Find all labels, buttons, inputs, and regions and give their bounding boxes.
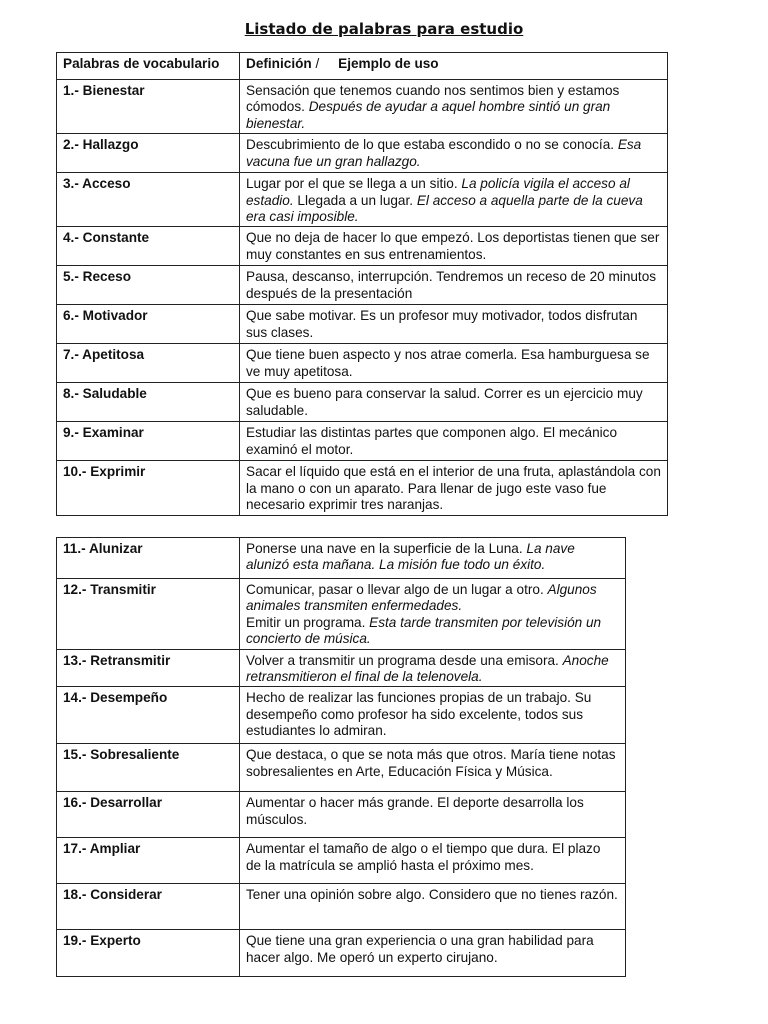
vocabulary-word: 14.- Desempeño (57, 687, 240, 744)
definition-cell (240, 305, 668, 344)
definition-cell (240, 461, 668, 515)
definition-text: Que tiene una gran experiencia o una gran habilidad para hacer algo. Me operó un experto cirujano. (246, 933, 594, 965)
table-header-row (57, 53, 668, 80)
example-text-2: Esta tarde transmiten por televisión un concierto de música. (246, 614, 602, 647)
definition-text: Pausa, descanso, interrupción. Tendremos un receso de 20 minutos después de la presentación (246, 269, 657, 301)
vocabulary-table-1 (56, 52, 668, 516)
vocabulary-word: 19.- Experto (57, 930, 240, 977)
table-row (57, 422, 668, 461)
table-row (57, 134, 668, 173)
definition-cell (240, 884, 626, 930)
definition-cell (240, 173, 668, 227)
definition-text: Hecho de realizar las funciones propias de un trabajo. Su desempeño como profesor ha sido excelente, todos sus estudiantes lo admiran. (246, 690, 592, 739)
vocabulary-word: 4.- Constante (57, 227, 240, 266)
table-row (57, 227, 668, 266)
definition-text: Aumentar o hacer más grande. El deporte desarrolla los músculos. (246, 795, 584, 827)
table-row (57, 838, 626, 884)
vocabulary-word: 12.- Transmitir (57, 579, 240, 650)
table-row (57, 383, 668, 422)
definition-text: Que no deja de hacer lo que empezó. Los deportistas tienen que ser muy constantes en sus entrenamientos. (246, 230, 660, 262)
table-row (57, 649, 626, 687)
table-row (57, 173, 668, 227)
table-row (57, 930, 626, 977)
definition-text: Sacar el líquido que está en el interior de una fruta, aplastándola con la mano o con un aparato. Para llenar de jugo este vaso fue necesario exprimir tres naranjas. (246, 464, 661, 513)
definition-text: Estudiar las distintas partes que componen algo. El mecánico examinó el motor. (246, 425, 618, 457)
definition-cell (240, 579, 626, 650)
definition-cell (240, 687, 626, 744)
table-row (57, 461, 668, 515)
definition-text: Que es bueno para conservar la salud. Correr es un ejercicio muy saludable. (246, 386, 643, 418)
vocabulary-word: 1.- Bienestar (57, 80, 240, 134)
example-text: Algunos animales transmiten enfermedades. (246, 582, 597, 614)
vocabulary-word: 3.- Acceso (57, 173, 240, 227)
definition-text: Tener una opinión sobre algo. Considero que no tienes razón. (246, 887, 618, 903)
document-title: Listado de palabras para estudio (244, 20, 524, 38)
vocabulary-word: 2.- Hallazgo (57, 134, 240, 173)
example-text: La nave alunizó esta mañana. La misión fue todo un éxito. (246, 541, 575, 573)
table-row (57, 579, 626, 650)
definition-text: Descubrimiento de lo que estaba escondido o no se conocía. (246, 137, 618, 153)
vocabulary-word: 9.- Examinar (57, 422, 240, 461)
definition-cell (240, 649, 626, 687)
definition-text: Ponerse una nave en la superficie de la Luna. (246, 541, 527, 556)
definition-cell (240, 227, 668, 266)
example-text-2: El acceso a aquella parte de la cueva era casi imposible. (246, 192, 643, 225)
definition-cell (240, 792, 626, 838)
vocabulary-word: 13.- Retransmitir (57, 649, 240, 687)
vocabulary-word: 7.- Apetitosa (57, 344, 240, 383)
table-row (57, 744, 626, 792)
example-text: La policía vigila el acceso al estadio. (246, 176, 630, 208)
table-row (57, 80, 668, 134)
definition-text-2: Emitir un programa. Esta tarde transmiten por televisión un concierto de música. (246, 614, 602, 647)
definition-text: Comunicar, pasar o llevar algo de un lugar a otro. (246, 582, 548, 597)
vocabulary-word: 11.- Alunizar (57, 538, 240, 579)
vocabulary-word: 6.- Motivador (57, 305, 240, 344)
definition-cell (240, 838, 626, 884)
definition-text: Que destaca, o que se nota más que otros. María tiene notas sobresalientes en Arte, Educación Física y Música. (246, 747, 616, 779)
definition-cell (240, 344, 668, 383)
definition-text: Volver a transmitir un programa desde una emisora. (246, 652, 563, 668)
definition-cell (240, 538, 626, 579)
vocabulary-word: 5.- Receso (57, 266, 240, 305)
definition-text-2: Llegada a un lugar. El acceso a aquella parte de la cueva era casi imposible. (246, 192, 643, 225)
table-row (57, 687, 626, 744)
definition-text: Que sabe motivar. Es un profesor muy motivador, todos disfrutan sus clases. (246, 308, 638, 340)
definition-text: Que tiene buen aspecto y nos atrae comerla. Esa hamburguesa se ve muy apetitosa. (246, 347, 650, 379)
definition-cell (240, 930, 626, 977)
definition-cell (240, 422, 668, 461)
example-text: Esa vacuna fue un gran hallazgo. (246, 137, 642, 169)
definition-cell (240, 266, 668, 305)
table-row (57, 792, 626, 838)
vocabulary-word: 8.- Saludable (57, 383, 240, 422)
vocabulary-word: 16.- Desarrollar (57, 792, 240, 838)
definition-cell (240, 134, 668, 173)
table-row (57, 305, 668, 344)
definition-text: Aumentar el tamaño de algo o el tiempo que dura. El plazo de la matrícula se amplió hasta el próximo mes. (246, 841, 601, 873)
definition-text: Lugar por el que se llega a un sitio. (246, 176, 462, 192)
table-row (57, 266, 668, 305)
definition-cell (240, 80, 668, 134)
table-row (57, 344, 668, 383)
vocabulary-word: 10.- Exprimir (57, 461, 240, 515)
definition-text: Sensación que tenemos cuando nos sentimos bien y estamos cómodos. (246, 83, 620, 115)
table-row (57, 538, 626, 579)
header-definition: Definición / Ejemplo de uso (240, 53, 668, 80)
table-row (57, 884, 626, 930)
example-text: Anoche retransmitieron el final de la telenovela. (246, 652, 609, 685)
vocabulary-table-2 (56, 537, 626, 977)
example-text: Después de ayudar a aquel hombre sintió un gran bienestar. (246, 99, 611, 131)
vocabulary-word: 17.- Ampliar (57, 838, 240, 884)
definition-cell (240, 383, 668, 422)
vocabulary-word: 18.- Considerar (57, 884, 240, 930)
vocabulary-word: 15.- Sobresaliente (57, 744, 240, 792)
header-words: Palabras de vocabulario (57, 53, 240, 80)
definition-cell (240, 744, 626, 792)
